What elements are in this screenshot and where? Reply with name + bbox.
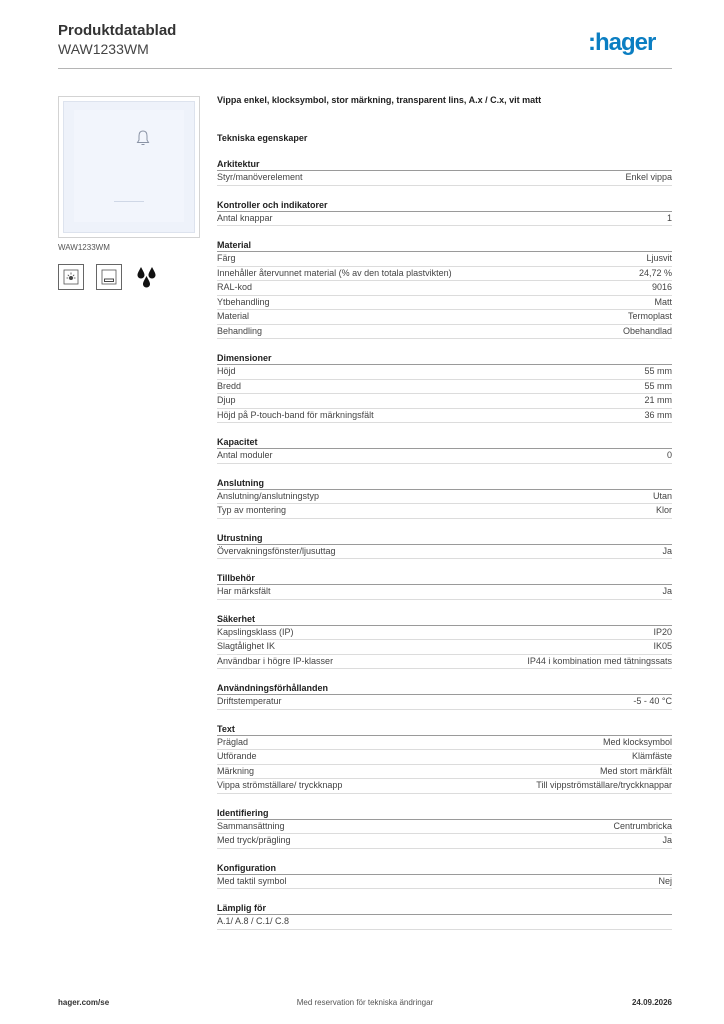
- section-title: Tillbehör: [217, 572, 672, 585]
- spec-value: Enkel vippa: [625, 172, 672, 182]
- spec-label: Färg: [217, 253, 236, 263]
- spec-row: [217, 394, 672, 409]
- spec-row: [217, 449, 672, 464]
- spec-label: Med tryck/prägling: [217, 835, 291, 845]
- spec-section: [217, 862, 672, 890]
- spec-section: [217, 239, 672, 339]
- spec-label: Anslutning/anslutningstyp: [217, 490, 320, 501]
- spec-label: Höjd på P-touch-band för märkningsfält: [217, 409, 374, 420]
- spec-label: Med taktil symbol: [217, 875, 287, 886]
- spec-section: [217, 352, 672, 423]
- spec-value: Obehandlad: [622, 325, 672, 336]
- spec-row: [217, 655, 672, 670]
- illuminated-symbol-icon: [58, 264, 84, 290]
- spec-row: [217, 267, 672, 282]
- spec-label: Användbar i högre IP-klasser: [217, 655, 334, 666]
- spec-row: [217, 325, 672, 340]
- spec-row: [217, 504, 672, 519]
- section-title: Användningsförhållanden: [217, 682, 672, 695]
- spec-label: Slagtålighet IK: [217, 641, 276, 651]
- spec-value: Ja: [662, 835, 672, 845]
- spec-value: 24,72 %: [638, 267, 672, 278]
- spec-value: 55 mm: [644, 380, 672, 391]
- spec-label: Höjd: [217, 366, 236, 376]
- spec-value: Centrumbricka: [613, 820, 672, 831]
- product-symbols: [58, 264, 160, 290]
- spec-label: Utförande: [217, 751, 257, 761]
- spec-label: Antal moduler: [217, 450, 273, 460]
- spec-label: Märkning: [217, 765, 255, 776]
- spec-value: Till vippströmställare/tryckknappar: [536, 780, 672, 790]
- spec-label: Bredd: [217, 380, 242, 391]
- section-title: Anslutning: [217, 477, 672, 490]
- spec-label: A.1/ A.8 / C.1/ C.8: [217, 916, 290, 926]
- spec-row: [217, 695, 672, 710]
- spec-row: [217, 490, 672, 505]
- spec-section: [217, 572, 672, 600]
- section-title: Kapacitet: [217, 436, 672, 449]
- spec-section: [217, 902, 672, 930]
- spec-row: [217, 640, 672, 655]
- switch-plate: [63, 101, 195, 233]
- spec-value: 9016: [651, 282, 672, 292]
- spec-value: Ljusvit: [646, 253, 672, 263]
- spec-row: [217, 820, 672, 835]
- spec-value: Klämfäste: [631, 751, 672, 761]
- section-title: Kontroller och indikatorer: [217, 199, 672, 212]
- document-subtitle: WAW1233WM: [58, 41, 149, 57]
- spec-label: RAL-kod: [217, 282, 253, 292]
- spec-value: 21 mm: [644, 395, 672, 405]
- spec-row: [217, 409, 672, 424]
- spec-value: Klor: [655, 505, 672, 515]
- image-caption: WAW1233WM: [58, 243, 110, 252]
- spec-section: [217, 682, 672, 710]
- water-drops-icon: [134, 264, 160, 290]
- spec-row: [217, 875, 672, 890]
- spec-row: [217, 380, 672, 395]
- spec-value: Ja: [662, 586, 672, 596]
- section-title: Dimensioner: [217, 352, 672, 365]
- spec-label: Material: [217, 311, 250, 321]
- spec-section: [217, 532, 672, 560]
- spec-row: [217, 585, 672, 600]
- spec-row: [217, 736, 672, 751]
- section-title: Säkerhet: [217, 613, 672, 626]
- spec-value: -5 - 40 °C: [633, 696, 672, 706]
- section-title: Identifiering: [217, 807, 672, 820]
- product-description: Vippa enkel, klocksymbol, stor märkning, transparent lins, A.x / C.x, vit matt: [217, 95, 542, 105]
- spec-row: [217, 310, 672, 325]
- spec-label: Övervakningsfönster/ljusuttag: [217, 545, 336, 556]
- footer-website: hager.com/se: [58, 998, 110, 1007]
- spec-value: 55 mm: [644, 366, 672, 376]
- spec-label: Har märksfält: [217, 586, 271, 596]
- spec-row: [217, 212, 672, 227]
- hager-logo: [588, 28, 672, 56]
- spec-label: Antal knappar: [217, 212, 273, 223]
- spec-section: [217, 723, 672, 794]
- spec-label: Sammansättning: [217, 820, 285, 831]
- document-title: Produktdatablad: [58, 22, 177, 39]
- section-title: Lämplig för: [217, 902, 672, 915]
- spec-value: Med klocksymbol: [602, 736, 672, 747]
- spec-row: [217, 765, 672, 780]
- spec-section: [217, 199, 672, 227]
- spec-value: Med stort märkfält: [599, 765, 672, 776]
- spec-label: Behandling: [217, 325, 263, 336]
- product-image: [58, 96, 200, 238]
- specs-heading: Tekniska egenskaper: [217, 133, 308, 143]
- spec-value: IK05: [653, 641, 672, 651]
- footer-date: 24.09.2026: [631, 998, 672, 1007]
- section-title: Arkitektur: [217, 158, 672, 171]
- spec-label: Typ av montering: [217, 505, 287, 515]
- spec-section: [217, 477, 672, 519]
- section-title: Utrustning: [217, 532, 672, 545]
- section-title: Text: [217, 723, 672, 736]
- specifications-panel: [217, 94, 672, 943]
- spec-row: [217, 171, 672, 186]
- spec-row: [217, 915, 672, 930]
- spec-value: Nej: [658, 875, 672, 886]
- label-field-symbol-icon: [96, 264, 122, 290]
- spec-label: Kapslingsklass (IP): [217, 626, 294, 637]
- spec-label: Ytbehandling: [217, 296, 270, 307]
- spec-value: Matt: [654, 296, 672, 307]
- spec-value: IP44 i kombination med tätningssats: [527, 655, 672, 666]
- spec-value: Termoplast: [627, 311, 672, 321]
- page-header: [58, 22, 176, 58]
- spec-row: [217, 779, 672, 794]
- svg-text::hager: :hager: [588, 29, 656, 56]
- spec-row: [217, 626, 672, 641]
- section-title: Konfiguration: [217, 862, 672, 875]
- spec-value: 36 mm: [644, 409, 672, 420]
- spec-row: [217, 281, 672, 296]
- spec-value: Ja: [662, 545, 672, 556]
- spec-row: [217, 545, 672, 560]
- label-field: [114, 201, 144, 202]
- spec-label: Djup: [217, 395, 236, 405]
- footer-disclaimer: Med reservation för tekniska ändringar: [296, 998, 434, 1007]
- spec-row: [217, 252, 672, 267]
- spec-section: [217, 613, 672, 670]
- spec-row: [217, 296, 672, 311]
- spec-section: [217, 807, 672, 849]
- spec-section: [217, 436, 672, 464]
- spec-section: [217, 158, 672, 186]
- spec-row: [217, 750, 672, 765]
- section-title: Material: [217, 239, 672, 252]
- header-divider: [58, 68, 672, 69]
- spec-value: 1: [666, 212, 672, 223]
- spec-row: [217, 365, 672, 380]
- spec-value: 0: [666, 450, 672, 460]
- spec-sections: [217, 158, 672, 930]
- spec-label: Innehåller återvunnet material (% av den totala plastvikten): [217, 267, 452, 278]
- spec-label: Styr/manöverelement: [217, 172, 303, 182]
- spec-row: [217, 834, 672, 849]
- switch-rocker: [74, 110, 184, 222]
- spec-label: Driftstemperatur: [217, 696, 282, 706]
- spec-value: Utan: [652, 490, 672, 501]
- spec-value: IP20: [653, 626, 672, 637]
- spec-label: Vippa strömställare/ tryckknapp: [217, 780, 343, 790]
- spec-label: Präglad: [217, 736, 249, 747]
- bell-icon: [136, 130, 150, 146]
